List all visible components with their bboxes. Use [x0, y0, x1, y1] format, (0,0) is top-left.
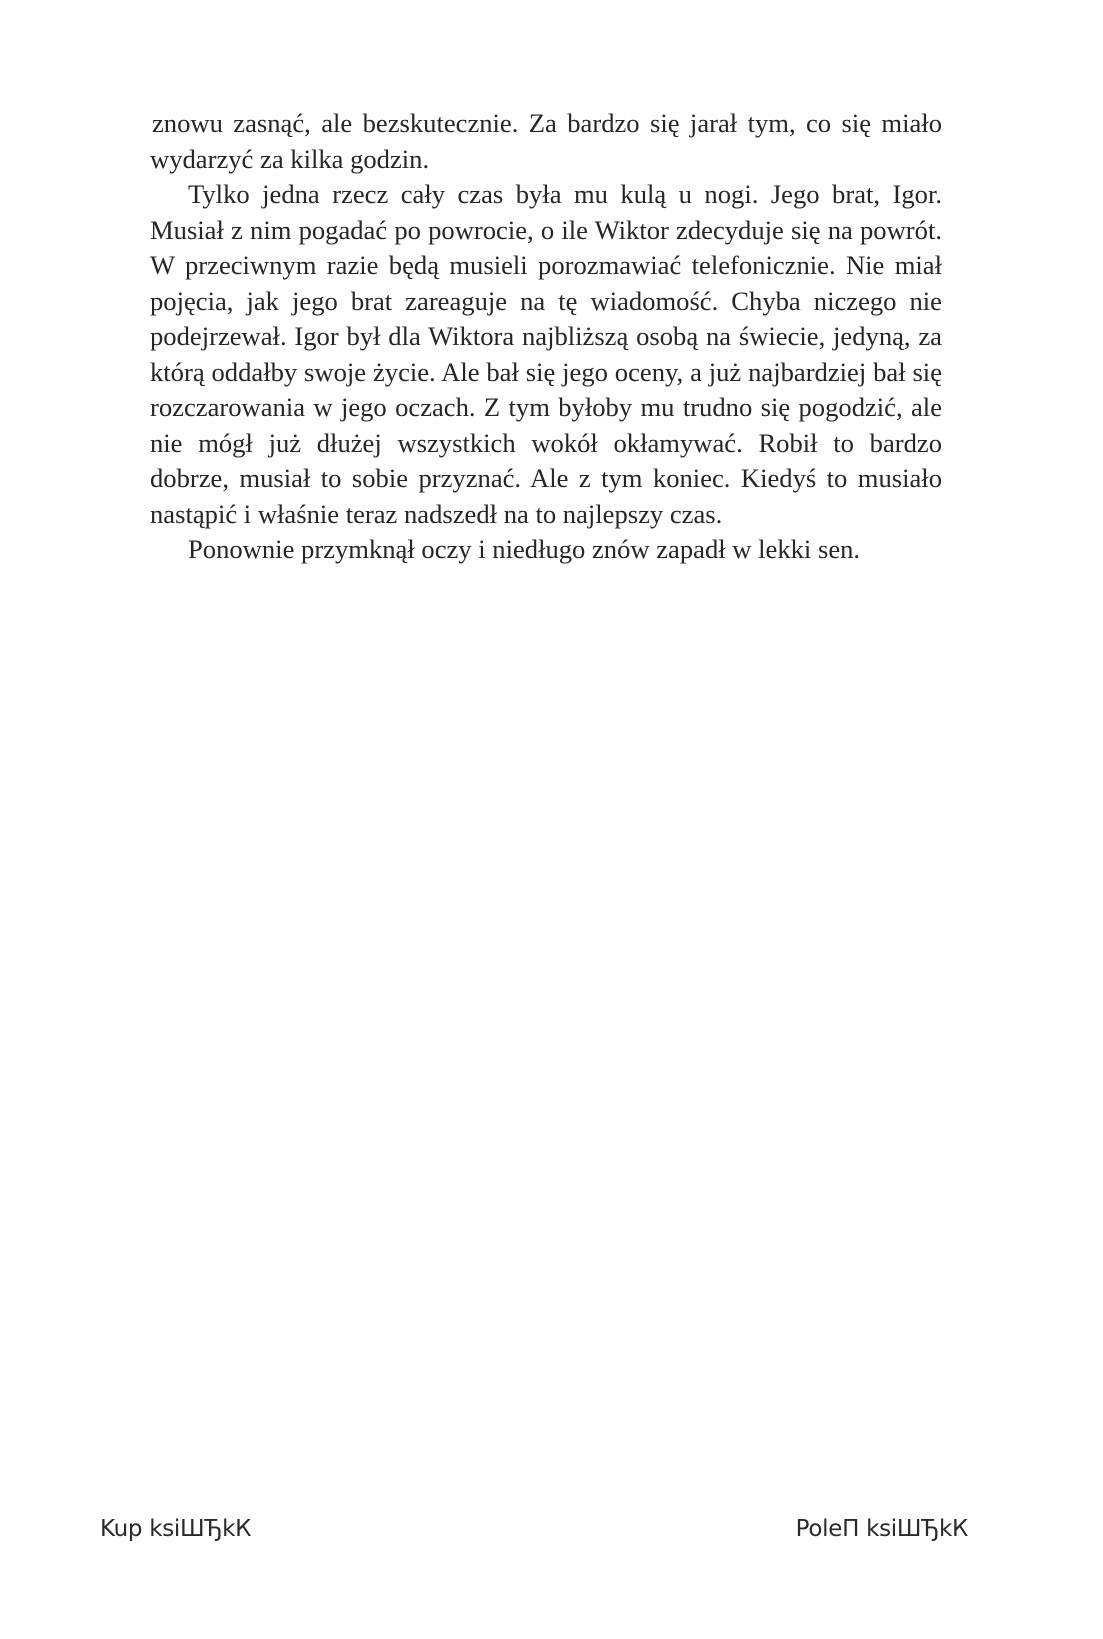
paragraph: Tylko jedna rzecz cały czas była mu kulą u nogi. Jego brat, Igor. Musiał z nim pogadać po powrocie, o ile Wiktor zdecyduje się na powrót. W przeciwnym razie będą musieli porozmawiać telefonicznie. Nie miał pojęcia, jak jego brat zareaguje na tę wiadomość. Chyba niczego nie podejrzewał. Igor był dla Wiktora najbliższą osobą na świecie, jedyną, za którą oddałby swoje życie. Ale bał się jego oceny, a już najbardziej bał się rozczarowania w jego oczach. Z tym byłoby mu trudno się pogodzić, ale nie mógł już dłużej wszystkich wokół okłamywać. Robił to bardzo dobrze, musiał to sobie przyznać. Ale z tym koniec. Kiedyś to musiało nastąpić i właśnie teraz nadszedł na to najlepszy czas. — [150, 179, 942, 529]
buy-book-link[interactable]: Kup ksiШЂkК — [100, 1516, 252, 1542]
page-body-text — [150, 106, 942, 568]
paragraph: Ponownie przymknął oczy i niedługo znów zapadł w lekki sen. — [188, 534, 861, 564]
paragraph: znowu zasnąć, ale bezskutecznie. Za bardzo się jarał tym, co się miało wydarzyć za kilka godzin. — [150, 108, 942, 174]
recommend-book-link[interactable]: PoleП ksiШЂkК — [795, 1516, 968, 1542]
